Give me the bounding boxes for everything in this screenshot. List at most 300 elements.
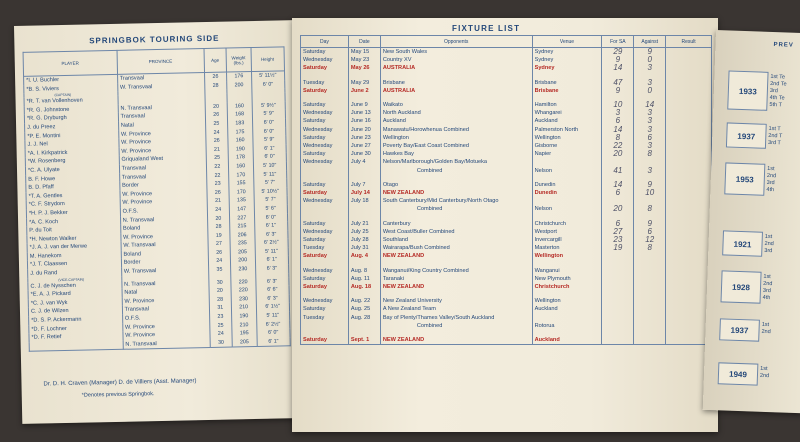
player-age: 22 xyxy=(206,162,228,171)
player-weight: 227 xyxy=(229,214,254,223)
score-for xyxy=(602,336,634,345)
fixture-day: Saturday xyxy=(301,150,349,158)
fixture-opponent: NEW ZEALAND xyxy=(380,283,532,291)
fixture-day: Saturday xyxy=(301,117,349,125)
fixture-result xyxy=(666,205,712,213)
fixture-result xyxy=(666,134,712,142)
player-name: *I. U. Buchler xyxy=(24,74,118,85)
player-name: *D. F. Retief xyxy=(29,332,123,343)
score-for: 6 xyxy=(602,220,634,228)
fixture-opponent: Auckland xyxy=(380,117,532,125)
score-for: 9 xyxy=(602,87,634,95)
score-for xyxy=(602,252,634,260)
player-weight: 160 xyxy=(227,102,252,111)
fixture-venue: Christchurch xyxy=(532,283,602,291)
player-height: 5' 11½" xyxy=(251,71,285,81)
fixture-venue: Sydney xyxy=(532,48,602,57)
fixture-day: Saturday xyxy=(301,220,349,228)
player-age: 30 xyxy=(209,278,231,287)
player-age: 25 xyxy=(205,120,227,129)
player-age: 28 xyxy=(209,295,231,304)
fixture-date: Aug. 4 xyxy=(348,252,380,260)
player-name: *D. F. Lochner xyxy=(29,323,123,334)
player-height: 5' 10" xyxy=(253,161,287,170)
player-weight: 210 xyxy=(232,321,257,330)
player-name: *C. J. van Wyk xyxy=(28,298,122,309)
fixture-day: Wednesday xyxy=(301,126,349,134)
player-weight: 170 xyxy=(229,171,254,180)
fixture-opponent: Poverty Bay/East Coast Combined xyxy=(380,142,532,150)
score-against: 6 xyxy=(634,228,666,236)
player-name: *J. A. J. van der Merwe xyxy=(27,242,121,253)
fixture-day: Wednesday xyxy=(301,228,349,236)
fixture-day: Wednesday xyxy=(301,267,349,275)
fixture-opponent: Taranaki xyxy=(380,275,532,283)
fixture-opponent: Nelson/Marlborough/Golden Bay/Motueka xyxy=(380,158,532,166)
header-for: For SA xyxy=(602,36,634,48)
tour-year: 1953 xyxy=(724,162,765,195)
fixture-venue: Sydney xyxy=(532,64,602,72)
fixture-opponent: NEW ZEALAND xyxy=(380,336,532,345)
player-province: W. Province xyxy=(123,330,210,340)
player-weight: 195 xyxy=(232,329,257,338)
player-height: 6' 1" xyxy=(253,144,287,153)
fixture-row xyxy=(301,305,712,313)
score-for xyxy=(602,314,634,322)
fixture-result xyxy=(666,197,712,205)
player-weight: 210 xyxy=(231,303,256,312)
player-height: 5' 9" xyxy=(252,110,286,119)
fixture-result xyxy=(666,142,712,150)
player-age: 28 xyxy=(207,223,229,232)
fixture-venue xyxy=(532,197,602,205)
fixture-date: July 28 xyxy=(348,236,380,244)
player-weight: 135 xyxy=(229,196,254,205)
fixture-result xyxy=(666,56,712,64)
squad-table xyxy=(23,46,291,352)
fixture-date: June 20 xyxy=(348,126,380,134)
test-label: 1st Te xyxy=(770,73,786,81)
fixture-venue: Napier xyxy=(532,150,602,158)
player-province: N. Transvaal xyxy=(122,279,209,289)
test-match-row xyxy=(301,87,712,95)
fixture-result xyxy=(666,275,712,283)
score-for: 9 xyxy=(602,56,634,64)
player-name: *R. G. Johnstone xyxy=(24,105,118,116)
player-height: 5' 7" xyxy=(254,196,288,205)
fixture-venue: Sydney xyxy=(532,56,602,64)
player-age: 20 xyxy=(205,102,227,111)
fixture-result xyxy=(666,79,712,87)
player-province: Griqualand West xyxy=(119,154,206,164)
player-height: 5' 11" xyxy=(256,311,290,320)
header-age: Age xyxy=(204,48,227,72)
header-player: PLAYER xyxy=(23,50,117,76)
fixture-venue: Westport xyxy=(532,228,602,236)
player-province: W. Province xyxy=(122,322,209,332)
score-against xyxy=(634,297,666,305)
fixture-opponent: Canterbury xyxy=(380,220,532,228)
fixture-day: Saturday xyxy=(301,336,349,345)
fixture-opponent: New South Wales xyxy=(380,48,532,57)
player-height: 5' 11" xyxy=(253,170,287,179)
player-height: 6' 1" xyxy=(257,337,291,347)
fixture-result xyxy=(666,305,712,313)
fixture-opponent: Waikato xyxy=(380,101,532,109)
test-label: 5th T xyxy=(769,101,782,109)
player-age: 25 xyxy=(206,154,228,163)
player-name: C. J. de Wilzen xyxy=(28,306,122,317)
fixture-venue: Palmerston North xyxy=(532,126,602,134)
score-against: 14 xyxy=(634,101,666,109)
fixture-result xyxy=(666,228,712,236)
fixture-result xyxy=(666,150,712,158)
test-label: 1st xyxy=(761,321,770,329)
player-age: 22 xyxy=(206,171,228,180)
fixture-date xyxy=(348,322,380,330)
player-province: N. Transvaal xyxy=(120,214,207,224)
player-height: 6' 2½" xyxy=(256,320,290,329)
score-for: 14 xyxy=(602,64,634,72)
fixture-date: July 21 xyxy=(348,220,380,228)
fixture-date: June 9 xyxy=(348,101,380,109)
score-for: 27 xyxy=(602,228,634,236)
score-against xyxy=(634,322,666,330)
fixture-opponent: Combined xyxy=(380,205,532,213)
player-height: 6' 0" xyxy=(254,213,288,222)
test-label: 4th Te xyxy=(769,94,785,102)
denotes-note: *Denotes previous Springbok. xyxy=(81,391,155,399)
fixture-opponent: Otago xyxy=(380,181,532,189)
fixture-result xyxy=(666,283,712,291)
header-opponents: Opponents xyxy=(380,36,532,48)
player-weight: 235 xyxy=(230,239,255,248)
player-weight: 200 xyxy=(230,256,255,265)
fixture-opponent: AUSTRALIA xyxy=(380,87,532,95)
fixture-day: Saturday xyxy=(301,275,349,283)
player-age: 24 xyxy=(208,257,230,266)
player-age: 21 xyxy=(206,145,228,154)
fixture-venue: Dunedin xyxy=(532,181,602,189)
fixture-day: Saturday xyxy=(301,101,349,109)
fixture-row xyxy=(301,275,712,283)
fixture-row xyxy=(301,267,712,275)
fixture-date: Aug. 11 xyxy=(348,275,380,283)
player-name: *H. P. J. Bekker xyxy=(26,208,120,219)
player-weight: 215 xyxy=(230,222,255,231)
tour-year: 1949 xyxy=(718,362,759,385)
tour-tests xyxy=(769,74,787,110)
player-name: M. Hanekom xyxy=(27,251,121,262)
fixture-venue: Rotorua xyxy=(532,322,602,330)
fixture-venue: Auckland xyxy=(532,117,602,125)
fixture-day: Saturday xyxy=(301,48,349,57)
player-name: *B. S. Viviers xyxy=(24,83,118,94)
player-weight: 220 xyxy=(231,286,256,295)
score-against xyxy=(634,252,666,260)
player-province: W. Transvaal xyxy=(121,240,208,250)
test-label: 2nd Te xyxy=(770,80,787,88)
player-height: 6' 1½" xyxy=(256,303,290,312)
player-age: 24 xyxy=(207,205,229,214)
fixture-result xyxy=(666,181,712,189)
player-weight: 220 xyxy=(231,278,256,287)
fixture-date: June 27 xyxy=(348,142,380,150)
tour-tests xyxy=(764,234,774,255)
fixture-result xyxy=(666,48,712,57)
fixture-day: Saturday xyxy=(301,181,349,189)
test-label: 1st xyxy=(764,233,773,241)
test-label: 1st xyxy=(767,165,775,173)
test-label: 3rd xyxy=(764,247,773,255)
player-weight: 155 xyxy=(229,179,254,188)
score-against: 6 xyxy=(634,134,666,142)
score-for: 47 xyxy=(602,79,634,87)
fixture-venue: Brisbane xyxy=(532,87,602,95)
fixture-opponent: Bay of Plenty/Thames Valley/South Auckland xyxy=(380,314,532,322)
fixture-date: June 2 xyxy=(348,87,380,95)
player-province: Boland xyxy=(120,223,207,233)
score-against: 3 xyxy=(634,126,666,134)
score-against: 8 xyxy=(634,205,666,213)
fixture-opponent: Wanganui/King Country Combined xyxy=(380,267,532,275)
fixture-result xyxy=(666,117,712,125)
player-province: W. Province xyxy=(119,137,206,147)
score-for: 23 xyxy=(602,236,634,244)
player-height: 6' 3" xyxy=(256,294,290,303)
player-age: 24 xyxy=(210,330,232,339)
player-height: 6' 3" xyxy=(254,230,288,239)
fixture-body xyxy=(301,48,712,345)
fixture-result xyxy=(666,297,712,305)
player-weight: 190 xyxy=(232,312,257,321)
fixture-date: May 15 xyxy=(348,48,380,57)
fixture-venue: Brisbane xyxy=(532,79,602,87)
score-for xyxy=(602,322,634,330)
fixture-opponent: New Zealand University xyxy=(380,297,532,305)
fixture-day xyxy=(301,205,349,213)
fixture-date: July 31 xyxy=(348,244,380,252)
player-weight: 160 xyxy=(228,162,253,171)
score-against xyxy=(634,275,666,283)
fixture-opponent: Wairarapa/Bush Combined xyxy=(380,244,532,252)
score-against xyxy=(634,305,666,313)
player-age: 26 xyxy=(205,111,227,120)
fixture-opponent: Southland xyxy=(380,236,532,244)
fixture-opponent: Combined xyxy=(380,167,532,175)
score-against: 3 xyxy=(634,167,666,175)
score-against xyxy=(634,336,666,345)
player-age: 20 xyxy=(209,287,231,296)
test-match-row xyxy=(301,252,712,260)
score-against: 10 xyxy=(634,189,666,197)
test-label: 2nd xyxy=(761,328,771,336)
player-province: Border xyxy=(121,257,208,267)
header-date: Date xyxy=(348,36,380,48)
player-province: W. Province xyxy=(121,232,208,242)
player-age: 30 xyxy=(210,338,232,348)
fixture-venue: Christchurch xyxy=(532,220,602,228)
player-name: J. J. Nel xyxy=(25,139,119,150)
tour-tests xyxy=(763,274,773,302)
player-height: 5' 7" xyxy=(253,178,287,187)
player-age: 26 xyxy=(207,188,229,197)
player-height: 6' 0" xyxy=(251,80,285,89)
test-label: 2nd xyxy=(763,280,773,288)
fixture-result xyxy=(666,167,712,175)
previous-title: PREV xyxy=(773,42,794,49)
fixture-opponent: Brisbane xyxy=(380,79,532,87)
score-against xyxy=(634,314,666,322)
fixture-result xyxy=(666,158,712,166)
fixture-opponent: South Canterbury/Mid Canterbury/North Otago xyxy=(380,197,532,205)
player-height: 6' 3" xyxy=(255,277,289,286)
player-province: N. Transvaal xyxy=(118,103,205,113)
player-height: 6' 3" xyxy=(255,264,289,273)
player-province: Natal xyxy=(122,287,209,297)
test-label: 1st T xyxy=(768,125,781,133)
fixture-date: Aug. 22 xyxy=(348,297,380,305)
player-name: *A. C. Koch xyxy=(27,216,121,227)
player-province: W. Province xyxy=(120,197,207,207)
score-against: 3 xyxy=(634,142,666,150)
score-against: 9 xyxy=(634,220,666,228)
player-height: 6' 1" xyxy=(254,221,288,230)
fixture-opponent: Manawatu/Horowhenua Combined xyxy=(380,126,532,134)
fixture-opponent: NEW ZEALAND xyxy=(380,252,532,260)
score-for: 20 xyxy=(602,205,634,213)
fixture-day: Saturday xyxy=(301,283,349,291)
fixture-row xyxy=(301,314,712,322)
header-weight: Weight (lbs.) xyxy=(226,48,251,73)
player-name: *H. Newton Walker xyxy=(27,234,121,245)
test-match-row xyxy=(301,336,712,345)
squad-body xyxy=(24,71,291,352)
tour-tests xyxy=(766,166,776,194)
previous-tours-page xyxy=(703,30,800,413)
score-for: 41 xyxy=(602,167,634,175)
fixture-result xyxy=(666,252,712,260)
test-label: 3rd T xyxy=(767,139,781,147)
tour-tests xyxy=(760,366,770,380)
fixture-venue: Wellington xyxy=(532,297,602,305)
player-name: J. du Preez xyxy=(25,122,119,133)
fixture-venue xyxy=(532,314,602,322)
player-age: 26 xyxy=(208,248,230,257)
fixture-date: Aug. 25 xyxy=(348,305,380,313)
score-against: 3 xyxy=(634,64,666,72)
player-province: W. Province xyxy=(118,129,205,139)
test-label: 3rd xyxy=(766,179,775,187)
score-for: 14 xyxy=(602,181,634,189)
fixture-date: June 16 xyxy=(348,117,380,125)
test-label: 3rd xyxy=(769,87,778,95)
player-weight: 230 xyxy=(231,295,256,304)
player-province: W. Province xyxy=(120,189,207,199)
player-height: 6' 0" xyxy=(252,127,286,136)
player-weight: 168 xyxy=(227,110,252,119)
managers-line: Dr. D. H. Craven (Manager) D. de Villiers (Asst. Manager) xyxy=(43,378,197,388)
fixture-row xyxy=(301,205,712,213)
player-height: 5' 10½" xyxy=(253,187,287,196)
tour-year: 1937 xyxy=(719,318,760,341)
fixture-date: Aug. 28 xyxy=(348,314,380,322)
fixture-day: Saturday xyxy=(301,87,349,95)
fixture-venue: Masterton xyxy=(532,244,602,252)
player-name: *W. Rosenberg xyxy=(25,156,119,167)
score-for: 14 xyxy=(602,126,634,134)
player-province: W. Province xyxy=(119,146,206,156)
player-name: *R. T. van Vollenhoven xyxy=(24,96,118,107)
player-height: 6' 0" xyxy=(256,329,290,338)
player-province: O.F.S. xyxy=(122,313,209,323)
player-province: N. Transvaal xyxy=(123,339,210,350)
fixture-venue: Hamilton xyxy=(532,101,602,109)
fixture-opponent: AUSTRALIA xyxy=(380,64,532,72)
fixture-date: May 23 xyxy=(348,56,380,64)
player-weight: 206 xyxy=(230,231,255,240)
fixture-day: Wednesday xyxy=(301,56,349,64)
tour-year: 1921 xyxy=(722,230,763,256)
player-age: 25 xyxy=(209,321,231,330)
fixture-day: Tuesday xyxy=(301,314,349,322)
player-weight: 147 xyxy=(229,205,254,214)
header-result: Result xyxy=(666,36,712,48)
fixture-venue: Wellington xyxy=(532,252,602,260)
score-against: 0 xyxy=(634,87,666,95)
fixture-opponent: North Auckland xyxy=(380,109,532,117)
score-for xyxy=(602,297,634,305)
score-for: 3 xyxy=(602,109,634,117)
player-age: 21 xyxy=(207,197,229,206)
player-height: 6' 0" xyxy=(253,153,287,162)
player-name: B. F. Howe xyxy=(26,173,120,184)
score-for xyxy=(602,267,634,275)
fixture-result xyxy=(666,101,712,109)
player-weight: 205 xyxy=(232,338,257,348)
player-province: W. Transvaal xyxy=(121,266,208,276)
player-province: Boland xyxy=(121,249,208,259)
player-name: *T. A. Gentles xyxy=(26,191,120,202)
fixture-row xyxy=(301,150,712,158)
fixture-opponent: Combined xyxy=(380,322,532,330)
fixture-row xyxy=(301,322,712,330)
fixture-row xyxy=(301,167,712,175)
fixture-venue: Wellington xyxy=(532,134,602,142)
player-age: 23 xyxy=(209,313,231,322)
player-name: *E. A. J. Pickard xyxy=(28,289,122,300)
player-province: Transvaal xyxy=(117,73,204,84)
fixture-date: July 25 xyxy=(348,228,380,236)
score-for xyxy=(602,283,634,291)
fixture-day: Saturday xyxy=(301,189,349,197)
squad-page xyxy=(14,20,302,424)
score-against xyxy=(634,267,666,275)
fixture-day: Saturday xyxy=(301,236,349,244)
player-province: Transvaal xyxy=(119,163,206,173)
tour-year: 1937 xyxy=(726,122,767,148)
score-for: 19 xyxy=(602,244,634,252)
player-name: *A. I. Kirkpatrick xyxy=(25,148,119,159)
player-name: *D. S. P. Ackermann xyxy=(29,315,123,326)
fixture-day: Wednesday xyxy=(301,197,349,205)
player-height: 6' 6" xyxy=(256,286,290,295)
player-age: 23 xyxy=(206,180,228,189)
fixture-date: July 18 xyxy=(348,197,380,205)
fixture-venue: Auckland xyxy=(532,336,602,345)
score-for: 22 xyxy=(602,142,634,150)
player-province: W. Province xyxy=(122,296,209,306)
